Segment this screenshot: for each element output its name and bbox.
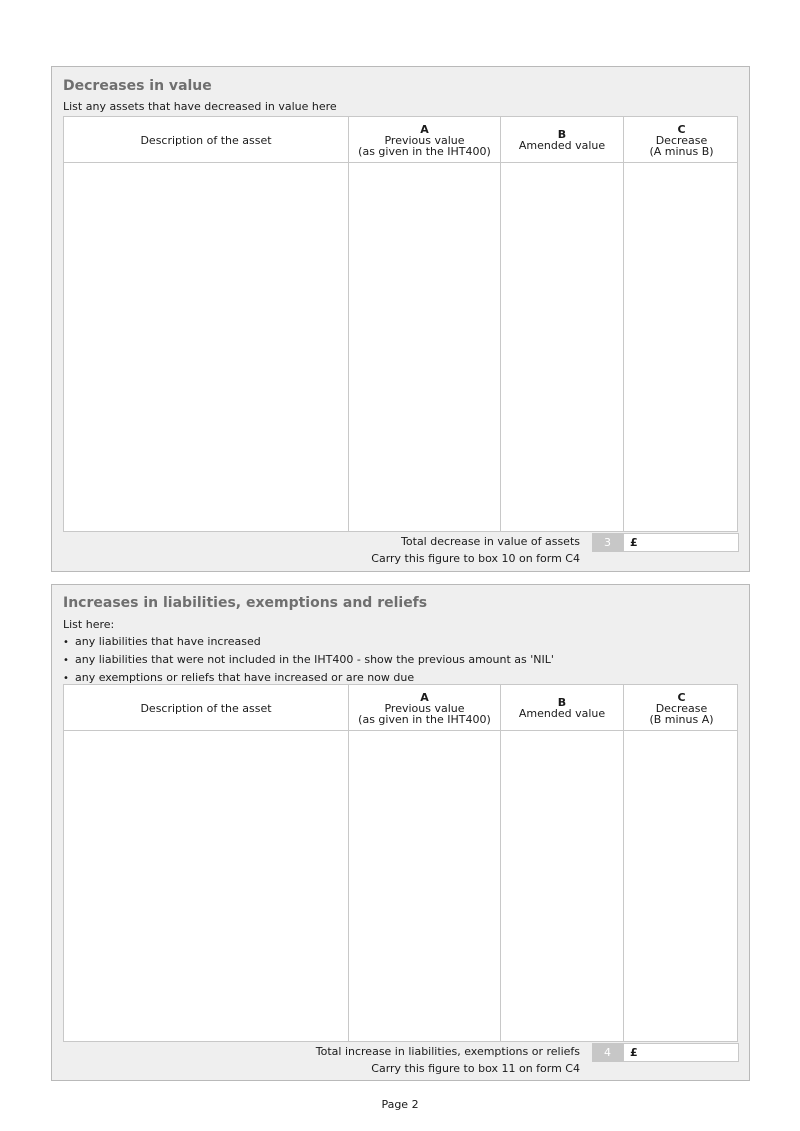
box-number-badge: 3 xyxy=(592,533,623,552)
carry-instruction: Carry this figure to box 11 on form C4 xyxy=(371,1062,580,1075)
decreases-table xyxy=(63,116,738,532)
bullet-item: • any exemptions or reliefs that have increased or are now due xyxy=(63,669,554,687)
column-divider xyxy=(500,685,501,1041)
header-description: Description of the asset xyxy=(140,133,272,147)
table-header xyxy=(64,117,737,163)
column-divider xyxy=(348,117,349,531)
section-intro: List any assets that have decreased in value here xyxy=(63,100,337,113)
table-header xyxy=(64,685,737,731)
column-divider xyxy=(348,685,349,1041)
section-title: Increases in liabilities, exemptions and reliefs xyxy=(63,595,428,611)
carry-instruction: Carry this figure to box 10 on form C4 xyxy=(371,552,580,565)
header-description: Description of the asset xyxy=(140,701,272,715)
total-amount-field[interactable]: £ xyxy=(623,533,739,552)
header-column-a: A Previous value (as given in the IHT400) xyxy=(358,122,491,158)
increases-in-liabilities-section xyxy=(51,584,750,1081)
increases-table xyxy=(63,684,738,1042)
section-title: Decreases in value xyxy=(63,78,212,94)
bullet-item: • any liabilities that were not included in the IHT400 - show the previous amount as 'NIL' xyxy=(63,651,554,669)
header-column-c: C Decrease (B minus A) xyxy=(649,690,714,726)
box-number-badge: 4 xyxy=(592,1043,623,1062)
decreases-in-value-section xyxy=(51,66,750,572)
column-divider xyxy=(623,117,624,531)
section-intro: List here: • any liabilities that have increased • any liabilities that were not included in the IHT400 - show the previous amount as 'NIL' • any exemptions or reliefs that have increased or are now due xyxy=(63,616,554,687)
column-divider xyxy=(623,685,624,1041)
total-amount-field[interactable]: £ xyxy=(623,1043,739,1062)
header-column-a: A Previous value (as given in the IHT400) xyxy=(358,690,491,726)
header-column-b: B Amended value xyxy=(518,128,606,152)
bullet-item: • any liabilities that have increased xyxy=(63,633,554,651)
header-column-b: B Amended value xyxy=(518,696,606,720)
header-column-c: C Decrease (A minus B) xyxy=(649,122,714,158)
column-divider xyxy=(500,117,501,531)
total-label: Total increase in liabilities, exemptions or reliefs xyxy=(315,1045,580,1058)
page-number: Page 2 xyxy=(381,1098,419,1111)
total-label: Total decrease in value of assets xyxy=(401,535,580,548)
